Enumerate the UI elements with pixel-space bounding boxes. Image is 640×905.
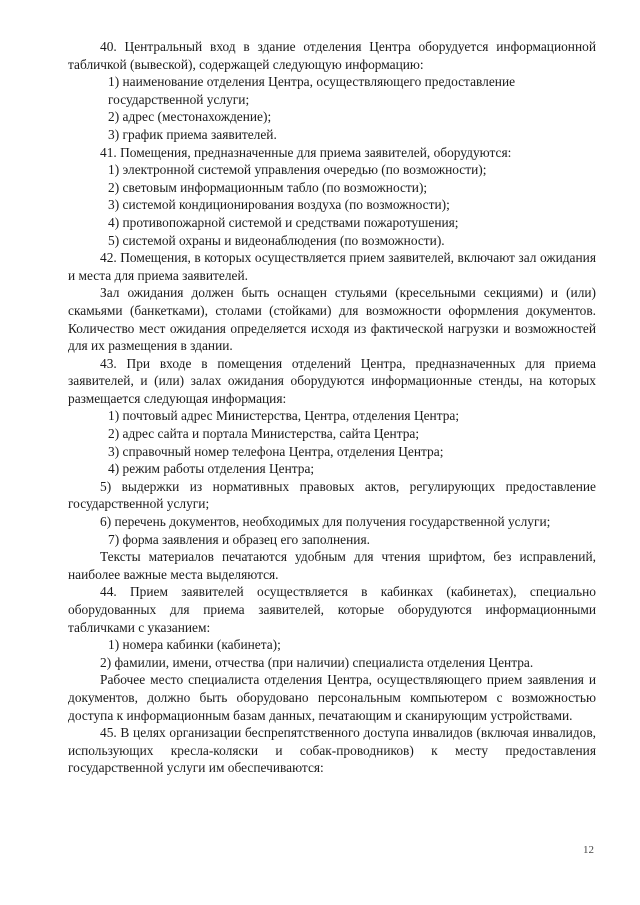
list-item: 2) адрес (местонахождение); <box>108 109 272 125</box>
list-item: 2) адрес сайта и портала Министерства, сайта Центра; <box>108 426 420 442</box>
paragraph: 5) выдержки из нормативных правовых актов, регулирующих предоставление государственной услуги; <box>68 478 596 512</box>
paragraph: 45. В целях организации беспрепятственного доступа инвалидов (включая инвалидов, использующих кресла-коляски и собак-проводников) к месту предоставления государственной услуги им обеспечиваются: <box>68 725 596 776</box>
list-item: 4) режим работы отделения Центра; <box>108 461 315 477</box>
paragraph: 42. Помещения, в которых осуществляется прием заявителей, включают зал ожидания и места для приема заявителей. <box>68 250 596 283</box>
document-body <box>68 38 596 777</box>
list-item: 3) системой кондиционирования воздуха (по возможности); <box>108 197 450 213</box>
list-item: 7) форма заявления и образец его заполнения. <box>108 531 370 547</box>
list-item: 1) электронной системой управления очередью (по возможности); <box>108 162 487 178</box>
paragraph: Тексты материалов печатаются удобным для чтения шрифтом, без исправлений, наиболее важные места выделяются. <box>68 549 596 582</box>
list-item: 5) системой охраны и видеонаблюдения (по возможности). <box>108 232 445 248</box>
list-item: 1) номера кабинки (кабинета); <box>108 637 281 653</box>
page-number: 12 <box>583 844 594 856</box>
list-item: 1) почтовый адрес Министерства, Центра, отделения Центра; <box>108 408 460 424</box>
list-item: 1) наименование отделения Центра, осуществляющего предоставление государственной услуги; <box>108 74 516 107</box>
paragraph: 44. Прием заявителей осуществляется в кабинках (кабинетах), специально оборудованных для приема заявителей, которые оборудуются информационными табличками с указанием: <box>68 584 596 635</box>
paragraph: 6) перечень документов, необходимых для получения государственной услуги; <box>100 514 551 530</box>
list-item: 3) справочный номер телефона Центра, отделения Центра; <box>108 443 444 459</box>
list-item: 2) световым информационным табло (по возможности); <box>108 179 428 195</box>
list-item: 3) график приема заявителей. <box>108 126 277 142</box>
paragraph: 2) фамилии, имени, отчества (при наличии) специалиста отделения Центра. <box>100 654 534 670</box>
paragraph: Зал ожидания должен быть оснащен стульями (кресельными секциями) и (или) скамьями (банкетками), столами (стойками) для возможности оформления документов. Количество мест ожидания определяется исходя из фактической нагрузки и возможностей для их размещения в здании. <box>68 285 596 354</box>
list-item: 4) противопожарной системой и средствами пожаротушения; <box>108 214 459 230</box>
paragraph: 41. Помещения, предназначенные для приема заявителей, оборудуются: <box>100 144 512 160</box>
paragraph: Рабочее место специалиста отделения Центра, осуществляющего прием заявления и документов, должно быть оборудовано персональным компьютером с возможностью доступа к информационным базам данных, печатающим и сканирующим устройствами. <box>68 672 596 723</box>
paragraph: 40. Центральный вход в здание отделения Центра оборудуется информационной табличкой (вывеской), содержащей следующую информацию: <box>68 39 596 72</box>
paragraph: 43. При входе в помещения отделений Центра, предназначенных для приема заявителей, и (или) залах ожидания оборудуются информационные стенды, на которых размещается следующая информация: <box>68 355 596 406</box>
